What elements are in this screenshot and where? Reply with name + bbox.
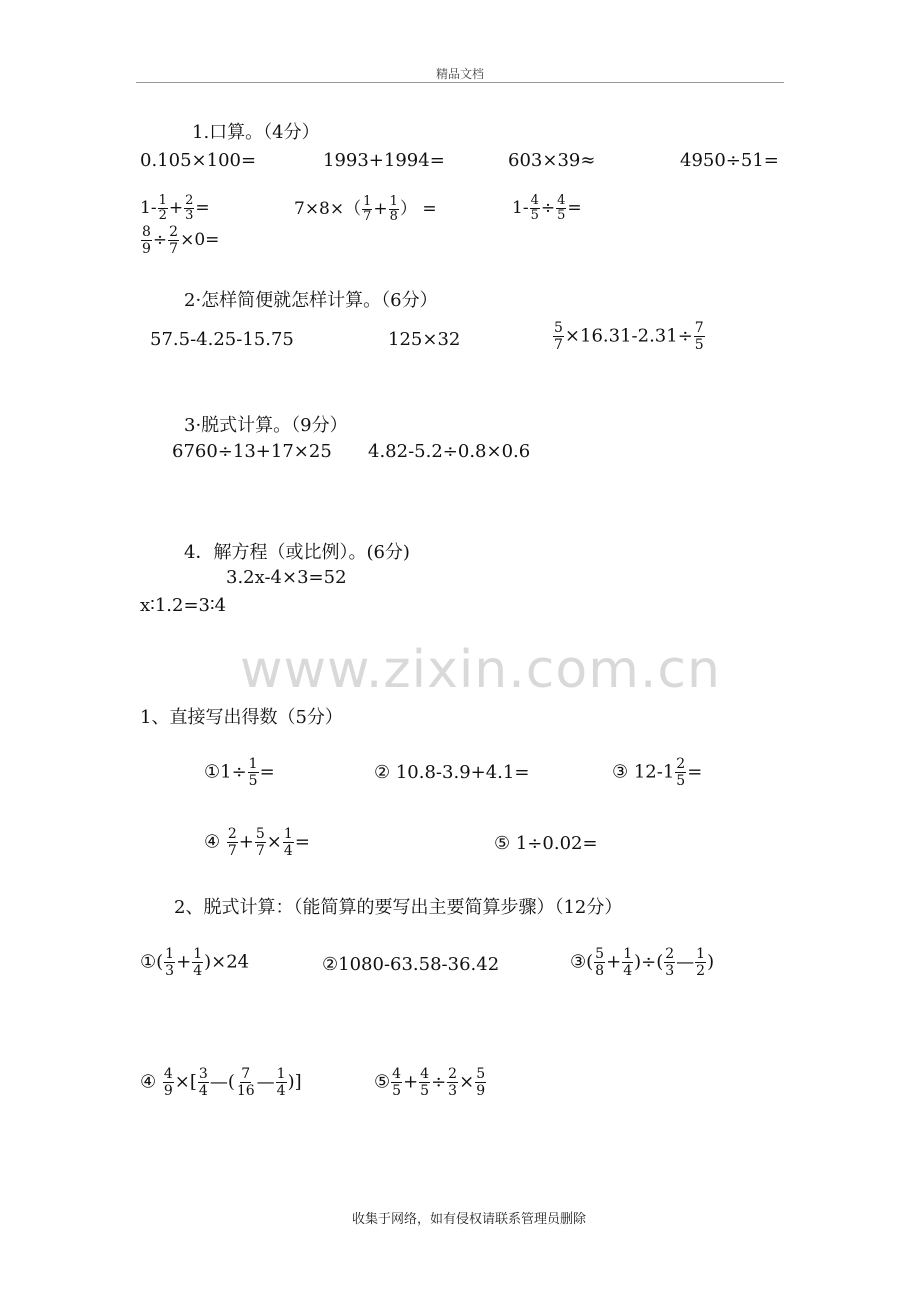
fraction	[227, 826, 238, 859]
q4-title: 4．解方程（或比例）。(6分)	[184, 542, 410, 563]
numerator: 1	[696, 946, 706, 962]
q3-expr-a: 6760÷13+17×25	[172, 441, 332, 462]
denominator: 2	[158, 208, 167, 223]
numerator: 4	[420, 1066, 430, 1082]
p2-q1-item-2: ② 10.8-3.9+4.1=	[374, 762, 530, 783]
fraction	[475, 1066, 486, 1099]
p2-q2-expr-4-pre: ④	[140, 1071, 162, 1093]
fraction	[158, 194, 168, 223]
operator: ÷	[431, 1071, 447, 1093]
numerator: 1	[623, 946, 633, 962]
denominator: 8	[389, 209, 398, 224]
q1-item-3: 603×39≈	[508, 150, 596, 171]
p2-q1-title: 1、直接写出得数（5分）	[140, 707, 343, 728]
fraction	[198, 1066, 209, 1099]
numerator: 8	[142, 224, 151, 240]
numerator: 4	[163, 1066, 173, 1082]
denominator: 3	[165, 963, 175, 979]
q1-expr-7-post: =	[567, 198, 582, 218]
numerator: 5	[255, 826, 265, 842]
page-footer: 收集于网络，如有侵权请联系管理员删除	[352, 1212, 587, 1227]
operator: ×	[459, 1071, 475, 1093]
q1-title: 1.口算。（4分）	[192, 122, 320, 143]
numerator: 1	[276, 1066, 286, 1082]
p2-q1-item-1-pre: ①1÷	[204, 761, 247, 783]
p2-q1-item-3	[612, 756, 702, 789]
numerator: 5	[554, 320, 563, 336]
fraction	[163, 1066, 174, 1099]
denominator: 5	[420, 1083, 430, 1099]
fraction	[664, 946, 675, 979]
operator: +	[238, 831, 254, 853]
denominator: 5	[557, 208, 566, 223]
q1-expr-5	[140, 194, 210, 223]
q1-expr-7-pre: 1-	[512, 198, 529, 218]
denominator: 7	[554, 337, 563, 353]
numerator: 2	[169, 224, 179, 240]
p2-q2-expr-3	[570, 946, 714, 979]
fraction	[255, 826, 266, 859]
denominator: 7	[255, 843, 265, 859]
p2-q2-expr-4	[140, 1066, 302, 1099]
denominator: 5	[676, 773, 686, 789]
fraction	[283, 826, 294, 859]
numerator: 1	[363, 194, 372, 209]
q1-expr-5-pre: 1-	[140, 198, 157, 218]
operator: ÷	[152, 230, 168, 250]
operator: ×[	[174, 1071, 197, 1093]
numerator: 3	[198, 1066, 208, 1082]
p2-q2-expr-1-pre: ①(	[140, 951, 164, 973]
numerator: 5	[476, 1066, 486, 1082]
numerator: 1	[283, 826, 293, 842]
denominator: 5	[694, 337, 704, 353]
fraction	[530, 194, 540, 223]
denominator: 7	[227, 843, 237, 859]
q1-expr-8	[140, 224, 219, 257]
p2-q2-expr-5	[374, 1066, 487, 1099]
p2-q1-item-4-post: =	[294, 831, 310, 853]
denominator: 5	[248, 773, 258, 789]
operator: —	[256, 1071, 275, 1093]
numerator: 5	[595, 946, 605, 962]
q1-item-4: 4950÷51=	[680, 150, 779, 171]
fraction	[447, 1066, 458, 1099]
numerator: 4	[392, 1066, 402, 1082]
operator: —(	[209, 1071, 235, 1093]
denominator: 7	[363, 209, 372, 224]
p2-q2-expr-3-post: )	[707, 951, 715, 973]
p2-q2-expr-3-pre: ③(	[570, 951, 594, 973]
fraction	[236, 1066, 256, 1099]
fraction	[622, 946, 633, 979]
p2-q2-expr-1	[140, 946, 249, 979]
denominator: 8	[595, 963, 605, 979]
fraction	[594, 946, 605, 979]
numerator: 1	[248, 756, 258, 772]
fraction	[419, 1066, 430, 1099]
fraction	[192, 946, 203, 979]
denominator: 2	[696, 963, 706, 979]
denominator: 4	[276, 1083, 286, 1099]
p2-q1-item-3-post: =	[687, 761, 703, 783]
fraction	[168, 224, 179, 257]
denominator: 9	[142, 241, 151, 257]
numerator: 2	[448, 1066, 458, 1082]
p2-q1-item-4	[204, 826, 310, 859]
q3-expr-b: 4.82-5.2÷0.8×0.6	[368, 441, 531, 462]
denominator: 3	[665, 963, 675, 979]
q2-title: 2·怎样简便就怎样计算。（6分）	[184, 290, 438, 311]
q1-item-2: 1993+1994=	[323, 150, 445, 171]
numerator: 2	[676, 756, 686, 772]
fraction	[675, 756, 686, 789]
p2-q2-expr-5-pre: ⑤	[374, 1071, 391, 1093]
numerator: 1	[165, 946, 175, 962]
fraction	[362, 195, 372, 224]
denominator: 4	[193, 963, 203, 979]
fraction	[248, 756, 259, 789]
operator: )÷(	[634, 951, 664, 973]
fraction	[695, 946, 706, 979]
fraction	[164, 946, 175, 979]
numerator: 1	[193, 946, 203, 962]
page-header: 精品文档	[436, 67, 485, 81]
denominator: 3	[185, 208, 194, 223]
denominator: 3	[448, 1083, 458, 1099]
p2-q2-title: 2、脱式计算：（能简算的要写出主要简算步骤）（12分）	[174, 897, 623, 918]
p2-q1-item-4-pre: ④	[204, 831, 226, 853]
fraction	[389, 195, 399, 224]
q2-expr-c	[552, 320, 706, 353]
numerator: 4	[530, 193, 539, 208]
p2-q1-item-1	[204, 756, 275, 789]
fraction	[694, 320, 705, 353]
q1-expr-8-post: ×0=	[180, 230, 220, 250]
numerator: 4	[557, 193, 566, 208]
q4-expr-b: x∶1.2=3∶4	[140, 595, 227, 616]
operator: +	[606, 951, 622, 973]
numerator: 1	[389, 194, 398, 209]
numerator: 2	[227, 826, 237, 842]
q1-expr-6	[294, 194, 437, 224]
p2-q2-expr-1-post: )×24	[204, 951, 250, 973]
operator: ×	[266, 831, 282, 853]
q1-item-1: 0.105×100=	[140, 150, 257, 171]
p2-q2-expr-4-post: )]	[287, 1071, 302, 1093]
fraction	[556, 194, 566, 223]
q2-expr-b: 125×32	[388, 329, 461, 350]
denominator: 5	[392, 1083, 402, 1099]
fraction	[184, 194, 194, 223]
p2-q1-item-3-pre: ③ 12-1	[612, 761, 675, 783]
q2-expr-a: 57.5-4.25-15.75	[150, 329, 294, 350]
numerator: 7	[241, 1066, 251, 1082]
denominator: 16	[236, 1083, 255, 1099]
denominator: 9	[476, 1083, 486, 1099]
q1-expr-5-post: =	[195, 198, 210, 218]
q4-expr-a: 3.2x-4×3=52	[226, 567, 347, 588]
p2-q1-item-1-post: =	[259, 761, 275, 783]
denominator: 4	[283, 843, 293, 859]
denominator: 9	[163, 1083, 173, 1099]
header-rule	[136, 82, 784, 83]
numerator: 1	[158, 193, 167, 208]
operator: ÷	[540, 198, 556, 218]
fraction	[141, 224, 152, 257]
numerator: 2	[665, 946, 675, 962]
q2-expr-c-mid: ×16.31-2.31÷	[564, 325, 693, 347]
denominator: 7	[169, 241, 179, 257]
operator: +	[373, 199, 388, 219]
p2-q1-item-5: ⑤ 1÷0.02=	[494, 833, 598, 854]
q1-expr-6-post: ） =	[399, 199, 437, 219]
q3-title: 3·脱式计算。（9分）	[184, 415, 348, 436]
q1-expr-6-pre: 7×8×（	[294, 199, 362, 219]
p2-q2-expr-2: ②1080-63.58-36.42	[322, 954, 500, 975]
numerator: 7	[694, 320, 704, 336]
operator: +	[403, 1071, 419, 1093]
fraction	[391, 1066, 402, 1099]
denominator: 4	[198, 1083, 208, 1099]
numerator: 2	[185, 193, 194, 208]
fraction	[553, 320, 564, 353]
denominator: 4	[623, 963, 633, 979]
operator: +	[176, 951, 192, 973]
denominator: 5	[530, 208, 539, 223]
fraction	[276, 1066, 287, 1099]
operator: —	[676, 951, 695, 973]
operator: +	[168, 198, 184, 218]
q1-expr-7	[512, 194, 582, 223]
watermark: www.zixin.com.cn	[240, 640, 721, 700]
